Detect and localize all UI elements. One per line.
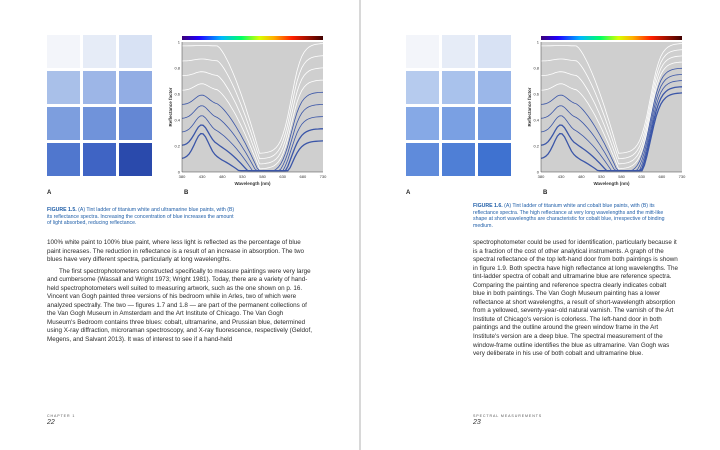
x-tick-label: 580	[259, 174, 266, 179]
reflectance-chart-ultramarine	[168, 32, 328, 187]
x-tick-label: 730	[319, 174, 327, 179]
x-tick-label: 380	[537, 174, 545, 179]
x-tick-label: 630	[638, 174, 646, 179]
color-swatch	[47, 35, 80, 68]
tint-ladder-cobalt	[406, 35, 511, 176]
color-swatch	[442, 71, 475, 104]
color-swatch	[406, 35, 439, 68]
y-tick-label: 0.4	[533, 117, 539, 123]
color-swatch	[119, 107, 152, 140]
y-tick-label: 0	[536, 169, 539, 175]
color-swatch	[119, 143, 152, 176]
x-tick-label: 730	[678, 174, 686, 179]
paragraph: The first spectrophotometers constructed specifically to measure paintings were very large and cumbersome (Wassall and Wright 1973; Wright 1981). Today, there are a variety of hand-held spectrophotometers well suited to measuring artwork, such as the one shown on p. 16. Vincent van Gogh painted three versions of his bedroom while in Arles, two of which were analyzed spectrally. The two — figures 1.7 and 1.8 — are part of the permanent collections of the Van Gogh Museum in Amsterdam and the Art Institute of Chicago. The Van Gogh Museum's Bedroom contains three blues: cobalt, ultramarine, and Prussian blue, determined using X-ray diffraction, microraman spectroscopy, and X-ray fluorescence, respectively (Geldof, Megens, and Salvant 2013). It was of interest to see if a hand-held	[47, 267, 313, 344]
y-tick-label: 1	[536, 39, 539, 45]
figure-number: FIGURE 1.6.	[473, 203, 503, 209]
caption-text: (A) Tint ladder of titanium white and ultramarine blue paints, with (B) its reflectance spectra. Increasing the concentration of blue increases the amount of light absorbed, reducing reflectance.	[47, 207, 235, 227]
x-tick-label: 680	[299, 174, 307, 179]
x-tick-label: 480	[218, 174, 226, 179]
panel-a-label: A	[47, 190, 52, 196]
running-head: SPECTRAL MEASUREMENTS	[473, 414, 543, 418]
x-axis-label: Wavelength (nm)	[234, 181, 271, 186]
x-tick-label: 580	[618, 174, 625, 179]
x-tick-label: 430	[557, 174, 565, 179]
tint-ladder-ultramarine	[47, 35, 152, 176]
paragraph: spectrophotometer could be used for identification, particularly because it is a fraction of the cost of other analytical instruments. A graph of the spectral reflectance of the top left-hand door from both paintings is shown in figure 1.9. Both spectra have high reflectance at long wavelengths. The tint-ladder spectra of cobalt and ultramarine blue are reference spectra. Comparing the painting and reference spectra clearly indicates cobalt blue in both paintings. The Van Gogh Museum painting has a lower reflectance at short wavelengths, a result of short-wavelength absorption from a yellowed, seventy-year-old natural varnish. The varnish of the Art Institute of Chicago's version is colorless. The left-hand door in both paintings and the outline around the green window frame in the Art Institute's version are a deep blue. The spectral measurement of the window-frame outline identifies the blue as ultramarine. Van Gogh was very deliberate in his use of both cobalt and ultramarine blue.	[473, 239, 679, 358]
color-swatch	[478, 71, 511, 104]
color-swatch	[442, 143, 475, 176]
body-text	[473, 239, 678, 359]
x-tick-label: 680	[658, 174, 666, 179]
color-swatch	[406, 143, 439, 176]
y-axis-label: Reflectance factor	[168, 87, 173, 127]
x-tick-label: 530	[239, 174, 246, 179]
y-tick-label: 0.6	[174, 91, 180, 97]
color-swatch	[47, 143, 80, 176]
x-tick-label: 530	[598, 174, 605, 179]
body-text	[47, 239, 313, 345]
plot-area	[541, 42, 682, 172]
left-page	[0, 0, 359, 450]
color-swatch	[119, 71, 152, 104]
spectrum-strip	[541, 36, 682, 40]
y-tick-label: 1	[177, 39, 180, 45]
paragraph: 100% white paint to 100% blue paint, where less light is reflected as the percentage of blue paint increases. The reduction in reflectance is a result of an increase in absorption. The two blues have very different spectra, particularly at long wavelengths.	[47, 239, 305, 264]
color-swatch	[478, 107, 511, 140]
panel-b-label: B	[184, 190, 189, 196]
color-swatch	[83, 143, 116, 176]
color-swatch	[478, 35, 511, 68]
y-tick-label: 0.2	[174, 143, 180, 149]
color-swatch	[442, 107, 475, 140]
figure-caption	[47, 207, 237, 227]
color-swatch	[442, 35, 475, 68]
panel-a-label: A	[406, 190, 411, 196]
color-swatch	[478, 143, 511, 176]
page-number: 23	[473, 419, 481, 426]
color-swatch	[83, 107, 116, 140]
right-page	[361, 0, 720, 450]
color-swatch	[47, 107, 80, 140]
panel-b-label: B	[543, 190, 548, 196]
caption-text: (A) Tint ladder of titanium white and cobalt blue paints, with (B) its reflectance spectra. The high reflectance at very long wavelengths and the mitt-like shape at short wavelengths are characteristic for cobalt blue, irrespective of binding medium.	[473, 203, 665, 229]
color-swatch	[119, 35, 152, 68]
page-number: 22	[47, 419, 55, 426]
color-swatch	[83, 35, 116, 68]
color-swatch	[83, 71, 116, 104]
y-axis-label: Reflectance factor	[527, 87, 532, 127]
reflectance-chart-cobalt	[527, 32, 687, 187]
y-tick-label: 0.2	[533, 143, 539, 149]
spectrum-strip	[182, 36, 323, 40]
figure-number: FIGURE 1.5.	[47, 207, 77, 213]
x-tick-label: 380	[178, 174, 186, 179]
y-tick-label: 0.4	[174, 117, 180, 123]
color-swatch	[47, 71, 80, 104]
color-swatch	[406, 107, 439, 140]
running-head: CHAPTER 1	[47, 414, 76, 418]
x-tick-label: 430	[198, 174, 206, 179]
y-tick-label: 0.6	[533, 91, 539, 97]
figure-caption	[473, 203, 678, 229]
y-tick-label: 0.8	[174, 65, 180, 71]
y-tick-label: 0	[177, 169, 180, 175]
x-axis-label: Wavelength (nm)	[593, 181, 630, 186]
y-tick-label: 0.8	[533, 65, 539, 71]
x-tick-label: 480	[577, 174, 585, 179]
x-tick-label: 630	[279, 174, 287, 179]
plot-area	[182, 42, 323, 172]
color-swatch	[406, 71, 439, 104]
